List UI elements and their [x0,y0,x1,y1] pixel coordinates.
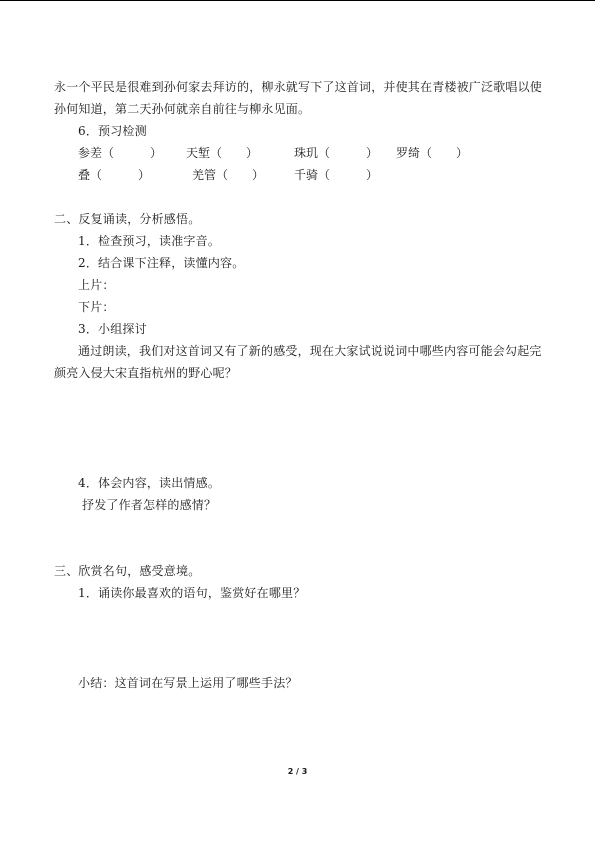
intro-paragraph-line-1: 永一个平民是很难到孙何家去拜访的，柳永就写下了这首词，并使其在青楼被广泛歌唱以使 [54,80,543,94]
preview-heading: 6．预习检测 [78,124,147,138]
discussion-question-line-2: 颜亮入侵大宋直指杭州的野心呢？ [54,366,238,380]
section-3-heading: 三、欣赏名句，感受意境。 [54,564,201,578]
preview-word-zhuji: 珠玑（ ） [294,146,379,160]
section-3-item-1: 1．诵读你最喜欢的语句，鉴赏好在哪里？ [78,586,306,600]
summary-question: 小结：这首词在写景上运用了哪些手法？ [78,676,298,690]
section-2-item-1: 1．检查预习，读准字音。 [78,234,221,248]
preview-word-tianqian: 天堑（ ） [186,146,259,160]
preview-word-qiangguan: 羌管（ ） [192,168,265,182]
emotion-question: 抒发了作者怎样的感情？ [82,498,217,512]
preview-word-qianji: 千骑（ ） [294,168,379,182]
intro-paragraph-line-2: 孙何知道，第二天孙何就亲自前往与柳永见面。 [54,102,311,116]
section-2-heading: 二、反复诵读，分析感悟。 [54,212,201,226]
lower-stanza-label: 下片： [78,300,115,314]
discussion-question-line-1: 通过朗读，我们对这首词又有了新的感受，现在大家试说说词中哪些内容可能会勾起完 [78,344,542,358]
preview-word-cencha: 参差（ ） [78,146,163,160]
section-2-item-2: 2．结合课下注释，读懂内容。 [78,256,245,270]
preview-word-die: 叠（ ） [78,168,151,182]
section-2-item-3: 3．小组探讨 [78,322,147,336]
upper-stanza-label: 上片： [78,278,115,292]
page-number: 2 / 3 [287,767,308,776]
section-2-item-4: 4．体会内容，读出情感。 [78,476,221,490]
preview-word-luoqi: 罗绮（ ） [396,146,469,160]
page-top-rule [0,0,595,1]
